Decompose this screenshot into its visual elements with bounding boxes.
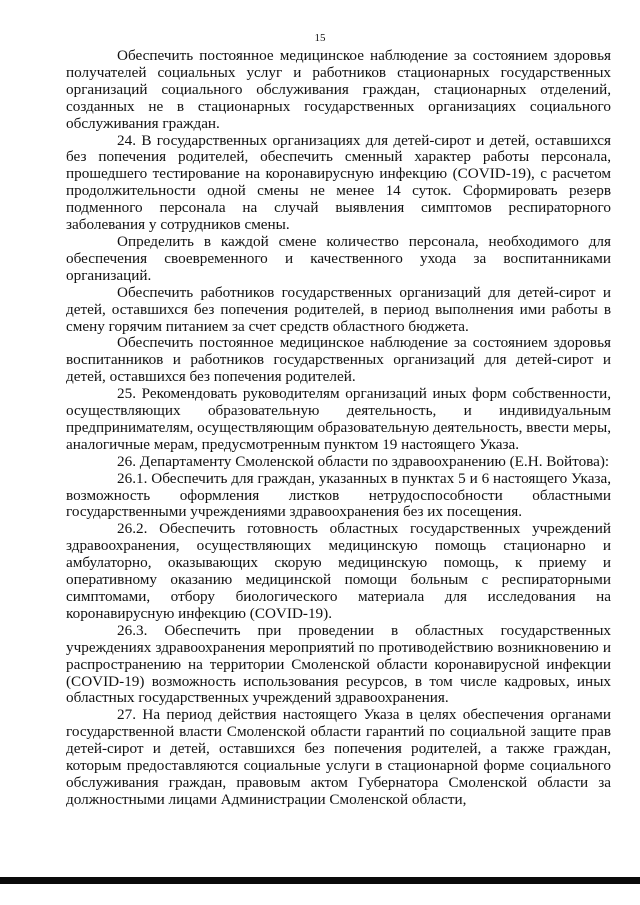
- paragraph-hot-meals: Обеспечить работников государственных организаций для детей-сирот и детей, оставшихся без попечения родителей, в период выполнения ими работы в смену горячим питанием за счет средств областного бюджета.: [66, 283, 611, 335]
- paragraph-item-25: 25. Рекомендовать руководителям организаций иных форм собственности, осуществляющих образовательную деятельность, и индивидуальным предпринимателям, осуществляющим образовательную деятельность, ввести меры, аналогичные мерам, предусмотренным пунктом 19 настоящего Указа.: [66, 385, 611, 453]
- paragraph-item-26-3: 26.3. Обеспечить при проведении в областных государственных учреждениях здравоохранения мероприятий по противодействию возникновению и распространению на территории Смоленской области коронавирусной инфекции (COVID-19) возможность использования ресурсов, в том числе кадровых, иных областных государственных учреждений здравоохранения.: [66, 621, 611, 707]
- paragraph-item-26-1: 26.1. Обеспечить для граждан, указанных в пунктах 5 и 6 настоящего Указа, возможность оформления листков нетрудоспособности областными государственными учреждениями здравоохранения без их посещения.: [66, 469, 611, 521]
- page-number: 15: [314, 32, 326, 44]
- paragraph-medical-observation-orphans: Обеспечить постоянное медицинское наблюдение за состоянием здоровья воспитанников и работников государственных организаций для детей-сирот и детей, оставшихся без попечения родителей.: [66, 334, 611, 386]
- paragraph-item-26: 26. Департаменту Смоленской области по здравоохранению (Е.Н. Войтова):: [117, 452, 610, 470]
- paragraph-medical-observation-social: Обеспечить постоянное медицинское наблюдение за состоянием здоровья получателей социальных услуг и работников стационарных государственных организаций социального обслуживания граждан, стационарных отделений, созданных не в стационарных государственных организациях социального обслуживания граждан.: [66, 47, 611, 132]
- document-body: [66, 48, 611, 809]
- paragraph-item-27: 27. На период действия настоящего Указа в целях обеспечения органами государственной власти Смоленской области гарантий по социальной защите прав детей-сирот и детей, оставшихся без попечения родителей, а также граждан, которым предоставляются социальные услуги в стационарной форме социального обслуживания граждан, правовым актом Губернатора Смоленской области за должностными лицами Администрации Смоленской области,: [66, 706, 611, 808]
- paragraph-item-24: 24. В государственных организациях для детей-сирот и детей, оставшихся без попечения родителей, обеспечить сменный характер работы персонала, прошедшего тестирование на коронавирусную инфекцию (COVID-19), с расчетом продолжительности одной смены не менее 14 суток. Сформировать резерв подменного персонала на случай выявления симптомов респираторного заболевания у сотрудников смены.: [66, 131, 611, 234]
- paragraph-item-26-2: 26.2. Обеспечить готовность областных государственных учреждений здравоохранения, осуществляющих медицинскую помощь стационарно и амбулаторно, оказывающих скорую медицинскую помощь, к приему и оперативному оказанию медицинской помощи больным с респираторными симптомами, отбору биологического материала для исследования на коронавирусную инфекцию (COVID-19).: [66, 520, 611, 622]
- paragraph-staff-count: Определить в каждой смене количество персонала, необходимого для обеспечения своевременного и качественного ухода за воспитанниками организаций.: [66, 232, 611, 284]
- bottom-border-bar: [0, 877, 640, 884]
